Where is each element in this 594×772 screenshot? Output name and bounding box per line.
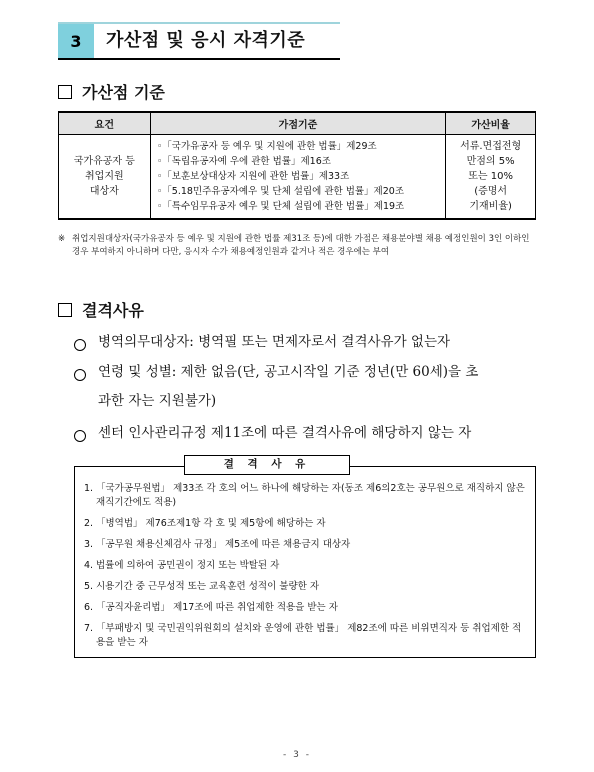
reason-number: 3. [84,539,94,550]
table-header-row [59,112,536,134]
page-number: - 3 - [283,750,311,760]
criteria-line: ◦「특수임무유공자 예우 및 단체 설립에 관한 법률」제19조 [156,200,405,212]
list-item [74,334,544,356]
bullet-text: 병역의무대상자: 병역필 또는 면제자로서 결격사유가 없는자 [98,334,451,350]
bonus-heading-text: 가산점 기준 [82,83,165,102]
reason-number: 2. [84,518,94,529]
bullet-text: 연령 및 성별: 제한 없음(단, 공고시작일 기준 정년(만 60세)을 초 [98,364,479,380]
note-text: 취업지원대상자(국가유공자 등 예우 및 지원에 관한 법률 제31조 등)에 대한 가점은 채용분야별 채용 예정인원이 3인 이하인 경우 부여하지 아니하며 다만, 응시자 수가 채용예정인원과 같거나 적은 경우에는 부여 [72,234,530,257]
reason-text: 「병역법」 제76조제1항 각 호 및 제5항에 해당하는 자 [96,518,326,529]
table-header-criteria: 가점기준 [150,112,446,134]
reason-number: 7. [84,623,94,634]
ratio-line: (증명서 [474,185,508,197]
bonus-heading [58,80,165,103]
disqualification-heading [58,298,144,321]
requirement-line: 국가유공자 등 [73,155,135,167]
section-number: 3 [58,24,94,58]
bonus-note [58,233,538,259]
requirement-cell [59,134,151,219]
reason-number: 6. [84,602,94,613]
reason-text: 「국가공무원법」 제33조 각 호의 어느 하나에 해당하는 자(동조 제6의2호는 공무원으로 재직하지 않은 재직기간에도 적용) [96,483,525,508]
reason-number: 1. [84,483,94,494]
circle-bullet-icon [74,339,86,351]
table-row [59,134,536,219]
section-title: 가산점 및 응시 자격기준 [106,30,306,51]
reasons-box-title: 결 격 사 유 [184,455,350,475]
reason-text: 법률에 의하여 공민권이 정지 또는 박탈된 자 [96,560,280,571]
ratio-line: 서류.면접전형 [460,140,522,152]
reason-text: 시용기간 중 근무성적 또는 교육훈련 성적이 불량한 자 [96,581,320,592]
list-item [74,364,544,386]
reason-text: 「공직자윤리법」 제17조에 따른 취업제한 적용을 받는 자 [96,602,338,613]
ratio-cell [446,134,536,219]
requirement-line: 취업지원 [85,170,124,182]
list-item [84,482,530,510]
ratio-line: 만점의 5% [466,155,515,167]
list-item [74,425,544,447]
note-mark: ※ [58,234,66,244]
criteria-line: ◦「국가유공자 등 예우 및 지원에 관한 법률」제29조 [156,140,377,152]
disqualification-heading-text: 결격사유 [82,301,144,320]
square-bullet-icon [58,85,72,99]
reason-number: 4. [84,560,94,571]
table-header-ratio: 가산비율 [446,112,536,134]
ratio-line: 기재비율) [469,200,512,212]
header-top-rule [58,22,340,24]
table-header-requirement: 요건 [59,112,151,134]
criteria-line: ◦「독립유공자예 우에 관한 법률」제16조 [156,155,331,167]
reason-text: 「공무원 채용신체검사 규정」 제5조에 따른 채용금지 대상자 [96,539,351,550]
ratio-line: 또는 10% [468,170,513,182]
criteria-line: ◦「보훈보상대상자 지원에 관한 법률」제33조 [156,170,350,182]
reason-number: 5. [84,581,94,592]
list-item [84,517,530,531]
list-item-continuation [74,393,544,415]
bullet-text: 센터 인사관리규정 제11조에 따른 결격사유에 해당하지 않는 자 [98,425,472,441]
circle-bullet-icon [74,430,86,442]
requirement-line: 대상자 [89,185,119,197]
reasons-list [84,482,530,657]
circle-bullet-icon [74,369,86,381]
list-item [84,538,530,552]
bullet-text: 과한 자는 지원불가) [98,393,217,409]
reason-text: 「부패방지 및 국민권익위원회의 설치와 운영에 관한 법률」 제82조에 따른 비위면직자 등 취업제한 적용을 받는 자 [96,623,522,648]
criteria-cell [150,134,446,219]
list-item [84,580,530,594]
list-item [84,601,530,615]
section-header [58,22,340,60]
criteria-line: ◦「5.18민주유공자예우 및 단체 설립에 관한 법률」제20조 [156,185,404,197]
bonus-table [58,111,536,220]
list-item [84,622,530,650]
header-bottom-rule [58,58,340,60]
square-bullet-icon [58,303,72,317]
list-item [84,559,530,573]
